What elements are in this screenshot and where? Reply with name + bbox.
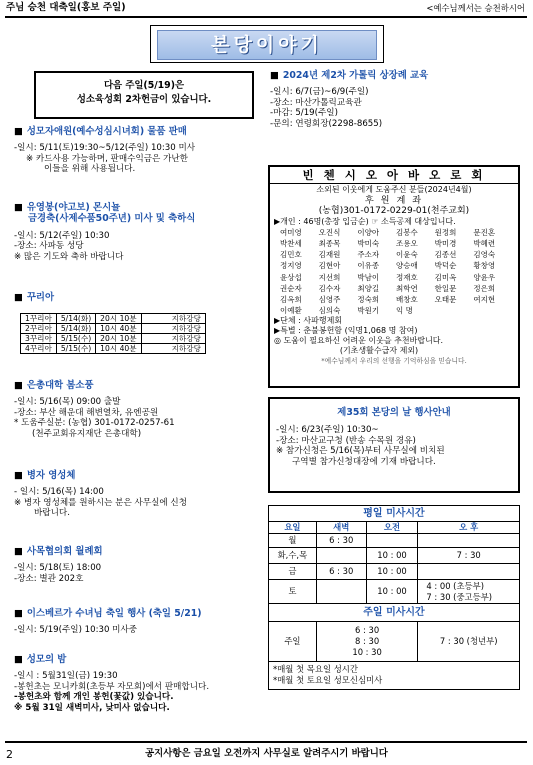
mass-note: *매월 첫 토요일 성모신심미사 (273, 675, 383, 685)
donor-name: 박혜련 (473, 238, 496, 248)
table-cell: 10시 40분 (96, 344, 141, 354)
table-cell: 2꾸리아 (21, 324, 57, 334)
table-cell: 10 : 00 (366, 564, 418, 580)
table-cell: 월 (269, 534, 317, 548)
donor-name: 김민호 (280, 250, 302, 260)
table-header: 요일 (269, 522, 317, 534)
table-cell: 10 : 00 (366, 548, 418, 564)
square-bullet-icon: ■ (14, 546, 23, 557)
donor-name: 박원기 (357, 306, 380, 316)
donor-name: 김현아 (318, 261, 341, 271)
table-row (21, 314, 206, 324)
page-header-motto: <예수님께서는 승천하시어 (426, 3, 525, 13)
table-cell (366, 534, 418, 548)
section-line: -일시: 5/11(토)19:30~5/12(주일) 10:30 미사 (14, 143, 196, 154)
table-row (269, 548, 520, 564)
section-jubilee (14, 202, 259, 262)
donor-name: 이유종 (357, 261, 380, 271)
table-row (269, 662, 520, 690)
square-bullet-icon: ■ (14, 380, 23, 391)
section-title: 성모의 밤 (26, 654, 67, 665)
section-title: 유영봉(야고보) 몬시뇰 (26, 202, 121, 213)
banner-title: 본당이야기 (211, 34, 323, 56)
table-cell: 10 : 00 (366, 580, 418, 604)
donor-name: 박미경 (434, 238, 457, 248)
table-header: 오전 (366, 522, 418, 534)
table-cell: 1꾸리아 (21, 314, 57, 324)
table-row (269, 580, 520, 604)
section-line: -일시: 5/19(주일) 10:30 미사중 (14, 625, 138, 636)
section-line: -봉헌초는 모니카회(초등부 자모회)에서 판매합니다. (14, 681, 210, 692)
section-curia (14, 292, 264, 354)
donor-name: 지선희 (318, 272, 341, 282)
vincent-line: ◎ 도움이 필요하신 어려운 이웃을 추천바랍니다. (274, 335, 444, 345)
table-cell: 10시 40분 (96, 324, 141, 334)
sunday-mass-title: 주일 미사시간 (269, 604, 520, 622)
donor-name: 김미옥 (434, 272, 457, 282)
donor-name: 정은희 (473, 283, 496, 293)
donor-name: 양승애 (396, 261, 418, 271)
page-header-title: 주님 승천 대축일(홍보 주일) (6, 2, 126, 13)
header-divider (5, 16, 527, 18)
table-cell: 7 : 30 (418, 548, 520, 564)
section-line: -일시: 5/18(토) 18:00 (14, 563, 102, 574)
vincent-line: ▶단체 : 사파행제회 (274, 316, 343, 326)
section-title: 꾸리아 (26, 292, 55, 303)
donor-name: 박미숙 (357, 238, 380, 248)
table-cell: 5/14(화) (56, 324, 95, 334)
table-cell: 지하강당 (141, 324, 205, 334)
square-bullet-icon: ■ (14, 202, 23, 213)
section-picnic (14, 380, 264, 439)
section-title: 병자 영성체 (26, 470, 76, 481)
table-row (269, 506, 520, 522)
section-title-cont: 금경축(사제수품50주년) 미사 및 축하식 (28, 213, 196, 225)
table-cell: 20시 10분 (96, 334, 141, 344)
section-title: 성모자애원(예수성심시녀회) 물품 판매 (26, 126, 187, 137)
vincent-line: ▶특별 : 춘불봉헌함 (익명1,068 명 참여) (274, 326, 418, 336)
section-funeral-education (270, 70, 522, 129)
section-line: * 도움주실분: (농협) 301-0172-0257-61 (14, 418, 175, 429)
table-cell: 5/15(수) (56, 334, 95, 344)
section-line: ※ 병자 영성체를 원하시는 분은 사무실에 신청 (14, 497, 188, 508)
vincent-line: ▶개인 : 46명(총장 입금순) ☞ 소득공제 대상입니다. (274, 216, 456, 226)
section-line: 이들을 위해 사용됩니다. (44, 164, 136, 175)
donor-name: 김영숙 (473, 250, 496, 260)
table-cell (418, 564, 520, 580)
notice-line-1: 다음 주일(5/19)은 (103, 80, 185, 91)
table-row (269, 564, 520, 580)
donor-name: 김종선 (434, 250, 457, 260)
donor-name: 최양길 (357, 283, 380, 293)
donor-name: 권순자 (280, 283, 302, 293)
donor-name: 정지영 (280, 261, 302, 271)
donor-name (435, 305, 474, 316)
section-line: (천주교회유지재단 은총대학) (32, 428, 142, 439)
donor-name: 정숙희 (357, 294, 380, 304)
table-header: 오 후 (418, 522, 520, 534)
donor-name: 여지현 (473, 294, 496, 304)
donor-name: 여미영 (280, 227, 302, 237)
section-line: -일시: 6/23(주일) 10:30~ (276, 425, 379, 436)
vincent-line: *예수님께서 우리의 선행을 기억하심을 믿습니다. (321, 357, 467, 366)
section-title: 이스베르가 수녀님 축일 행사 (축일 5/21) (26, 608, 202, 619)
square-bullet-icon: ■ (14, 470, 23, 481)
mass-schedule (268, 505, 520, 690)
section-line: -장소: 마산교구청 (반송 수목원 경유) (276, 435, 416, 446)
vincent-de-paul-box (268, 165, 520, 388)
section-line: -일시: 5/16(목) 09:00 출발 (14, 397, 121, 408)
section-line: -마감: 5/19(주일) (270, 108, 338, 119)
table-cell: 지하강당 (141, 314, 205, 324)
donor-name: 황창영 (473, 261, 496, 271)
notice-line-2: 성소육성회 2차헌금이 있습니다. (76, 94, 212, 106)
table-cell (269, 662, 520, 690)
page-number: 2 (6, 748, 13, 761)
collection-notice (34, 71, 254, 119)
curia-table (20, 313, 206, 354)
weekday-mass-title: 평일 미사시간 (269, 506, 520, 522)
parish-day-box (268, 397, 520, 493)
sunday-time: 8 : 30 (355, 636, 380, 646)
vincent-line: (기초생활수급자 제외) (339, 345, 419, 355)
section-feast (14, 608, 266, 636)
donor-name: 최종목 (318, 238, 341, 248)
donor-name: 오진식 (318, 227, 341, 237)
donor-name: 심영주 (318, 294, 341, 304)
section-line: ※ 참가신청은 5/16(목)부터 사무실에 비치된 (276, 446, 445, 457)
table-cell: 5/15(수) (56, 344, 95, 354)
section-line: -봉헌초와 함께 개인 봉헌(꽃값) 있습니다. (14, 692, 174, 703)
section-line: -일시: 5/12(주일) 10:30 (14, 230, 110, 241)
section-line: - 일시: 5/16(목) 14:00 (14, 487, 104, 498)
donor-name: 김봉수 (396, 227, 418, 237)
square-bullet-icon: ■ (14, 654, 23, 665)
parish-day-title: 제35회 본당의 날 행사안내 (337, 407, 451, 418)
table-cell (316, 622, 418, 662)
donor-name: 박남이 (357, 272, 380, 282)
vincent-line: 후 원 계 좌 (364, 194, 424, 206)
section-line: -일시 : 5월31일(금) 19:30 (14, 671, 118, 682)
section-mary-night (14, 654, 266, 713)
section-line: -장소: 부산 해운대 해변열차, 유엔공원 (14, 407, 159, 418)
section-line: -장소: 마산가톨릭교육관 (270, 97, 362, 108)
table-cell: 토 (269, 580, 317, 604)
table-cell (418, 580, 520, 604)
mass-table (268, 505, 520, 690)
section-line: ※ 많은 기도와 축하 바랍니다 (14, 251, 124, 262)
vincent-line: 소외된 이웃에게 도움주신 분들(2024년4월) (316, 185, 472, 195)
table-cell: 5/14(화) (56, 314, 95, 324)
donor-name: 심의숙 (318, 306, 341, 316)
donor-name: 박찬세 (280, 238, 302, 248)
table-row (21, 344, 206, 354)
donor-name: 이예환 (280, 306, 302, 316)
footer-divider (5, 741, 527, 743)
table-row (269, 622, 520, 662)
table-row (269, 604, 520, 622)
section-council (14, 546, 264, 584)
table-cell: 7 : 30 (청년부) (418, 622, 520, 662)
table-cell: 금 (269, 564, 317, 580)
donor-name: 익 명 (396, 306, 413, 316)
donor-name: 박덕순 (434, 261, 457, 271)
section-line: -장소: 사파동 성당 (14, 241, 84, 252)
donor-names (270, 227, 518, 317)
footer-notice: 공지사항은 금요일 오전까지 사무실로 알려주시기 바랍니다 (145, 748, 388, 759)
table-row (269, 522, 520, 534)
donor-name: 이윤숙 (396, 250, 418, 260)
table-cell (316, 548, 366, 564)
table-row (21, 334, 206, 344)
donor-name: 주소자 (357, 250, 380, 260)
vincent-line: (농협)301-0172-0229-01(천주교회) (318, 205, 470, 216)
section-title: 사목협의회 월례회 (26, 546, 103, 557)
donor-name: 김옥희 (280, 294, 302, 304)
table-cell: 4꾸리아 (21, 344, 57, 354)
donor-name: 배창호 (396, 294, 418, 304)
donor-name: 정재호 (396, 272, 418, 282)
table-cell: 20시 10분 (96, 314, 141, 324)
table-cell: 주일 (269, 622, 317, 662)
table-row (21, 324, 206, 334)
table-row (269, 534, 520, 548)
donor-name: 한일문 (434, 283, 457, 293)
table-cell: 6 : 30 (316, 564, 366, 580)
donor-name: 최학연 (396, 283, 418, 293)
section-line: ※ 5월 31일 새벽미사, 낮미사 없습니다. (14, 702, 170, 713)
table-cell: 6 : 30 (316, 534, 366, 548)
square-bullet-icon: ■ (14, 608, 23, 619)
banner (157, 30, 377, 60)
section-title: 2024년 제2차 가톨릭 상장례 교육 (282, 70, 429, 81)
table-cell: 지하강당 (141, 344, 205, 354)
table-cell (316, 580, 366, 604)
table-cell: 지하강당 (141, 334, 205, 344)
square-bullet-icon: ■ (14, 292, 23, 303)
donor-name: 이양아 (357, 227, 380, 237)
table-header: 새벽 (316, 522, 366, 534)
square-bullet-icon: ■ (270, 70, 279, 81)
sunday-time: 10 : 30 (352, 647, 382, 657)
donor-name (473, 305, 512, 316)
mass-note: *매월 첫 목요일 성시간 (273, 664, 358, 674)
square-bullet-icon: ■ (14, 126, 23, 137)
table-cell: 3꾸리아 (21, 334, 57, 344)
donor-name: 문진혼 (473, 227, 496, 237)
table-cell: 화,수,목 (269, 548, 317, 564)
donor-name: 원정희 (434, 227, 457, 237)
vincent-title: 빈 첸 시 오 아 바 오 로 회 (270, 167, 518, 184)
section-sale (14, 126, 259, 175)
section-title: 은총대학 봄소풍 (26, 380, 94, 391)
sunday-time: 6 : 30 (355, 625, 380, 635)
section-line: -일시: 6/7(금)~6/9(주일) (270, 87, 369, 98)
donor-name: 윤상섭 (280, 272, 302, 282)
section-line: -문의: 연령회장(2298-8655) (270, 118, 383, 129)
donor-name: 양윤우 (473, 272, 496, 282)
donor-name: 오태문 (434, 294, 457, 304)
table-cell (418, 534, 520, 548)
pm-elementary: 4 : 00 (초등부) (426, 580, 484, 591)
donor-name: 김수자 (318, 283, 341, 293)
section-line: -장소: 별관 202호 (14, 573, 84, 584)
section-communion (14, 470, 264, 519)
section-line: ※ 카드사용 가능하며, 판매수익금은 가난한 (26, 153, 188, 164)
section-line: 구역별 참가신청대장에 기재 바랍니다. (292, 456, 436, 467)
donor-name: 김재원 (318, 250, 341, 260)
pm-youth: 7 : 30 (중고등부) (426, 591, 493, 602)
section-line: 바랍니다. (34, 508, 70, 519)
donor-name: 조용오 (396, 238, 418, 248)
